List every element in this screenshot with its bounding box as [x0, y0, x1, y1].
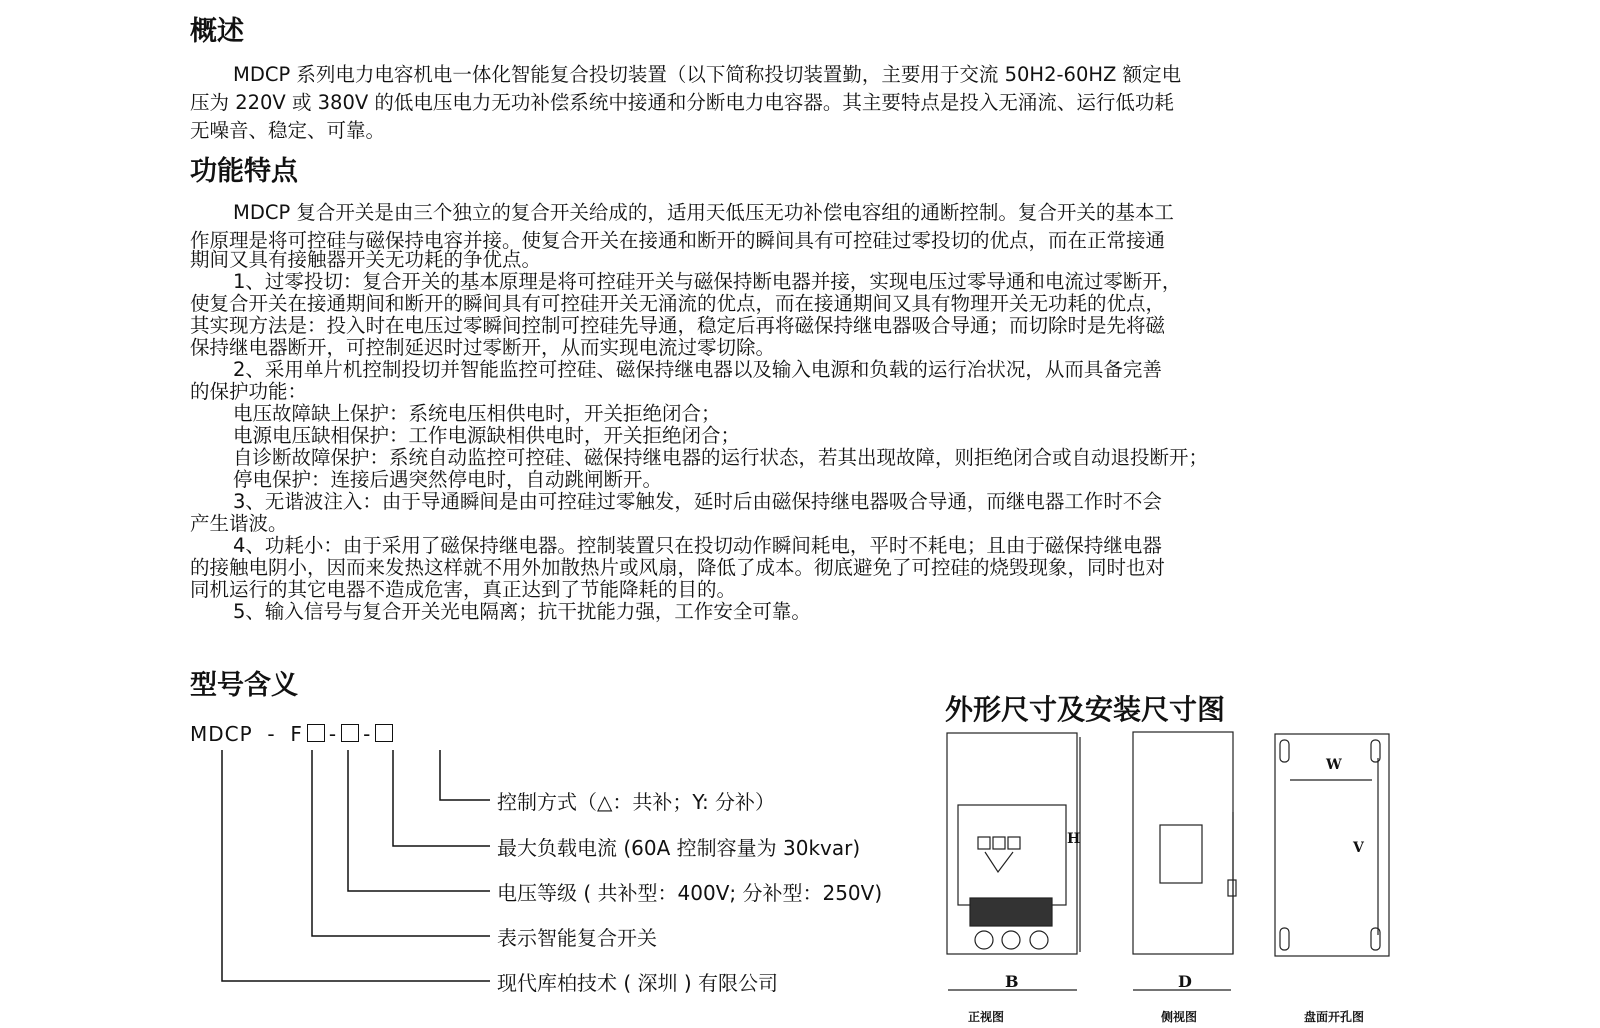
wiring-icon [985, 852, 1013, 872]
side-view-caption: 侧视图 [1161, 1010, 1198, 1024]
text-line: 压为 220V 或 380V 的低电压电力无功补偿系统中接通和分断电力电容器。其主要特点是投入无涌流、运行低功耗 [190, 91, 1174, 114]
text-line: 保持继电器断开，可控制延迟时过零断开，从而实现电流过零切除。 [190, 336, 776, 359]
text-line: 1、过零投切：复合开关的基本原理是将可控硅开关与磁保持断电器并接，实现电压过零导通和电流过零断开， [233, 270, 1182, 293]
vent-icon [1160, 825, 1202, 883]
model-desc-control: 控制方式（△：共补；Y: 分补） [497, 790, 776, 814]
model-desc-company: 现代库柏技术 ( 深圳 ) 有限公司 [497, 971, 779, 995]
text-line: 停电保护：连接后遇突然停电时，自动跳闸断开。 [233, 468, 663, 491]
front-view-caption: 正视图 [968, 1010, 1005, 1024]
model-heading: 型号含义 [190, 670, 298, 701]
text-line: 其实现方法是：投入时在电压过零瞬间控制可控硅先导通，稳定后再将磁保持继电器吸合导通；而切除时是先将磁 [190, 314, 1166, 337]
dimension-heading: 外形尺寸及安装尺寸图 [945, 693, 1226, 726]
text-line: 4、功耗小：由于采用了磁保持继电器。控制装置只在投切动作瞬间耗电，平时不耗电；且由于磁保持继电器 [233, 534, 1162, 557]
text-line: 使复合开关在接通期间和断开的瞬间具有可控硅开关无涌流的优点，而在接通期间又具有物理开关无功耗的优点， [190, 292, 1166, 315]
model-dash: - [267, 722, 276, 746]
screw-icon [1002, 931, 1020, 949]
terminal-icon [978, 837, 990, 849]
text-line: 自诊断故障保护：系统自动监控可控硅、磁保持继电器的运行状态，若其出现故障，则拒绝闭合或自动退投断开； [233, 446, 1209, 469]
model-f: F [290, 722, 303, 746]
text-line: 电源电压缺相保护：工作电源缺相供电时，开关拒绝闭合； [233, 424, 741, 447]
slot-icon [1280, 928, 1289, 950]
text-line: 产生谐波。 [190, 512, 288, 535]
model-dash: - [328, 722, 338, 746]
text-line: MDCP 复合开关是由三个独立的复合开关给成的，适用天低压无功补偿电容组的通断控制。复合开关的基本工 [233, 201, 1174, 224]
label-h: H [1067, 831, 1081, 847]
screw-icon [975, 931, 993, 949]
terminal-icon [1008, 837, 1020, 849]
model-desc-voltage: 电压等级 ( 共补型：400V; 分补型：250V) [497, 881, 883, 905]
text-line: 无噪音、稳定、可靠。 [190, 119, 386, 142]
label-b: B [1005, 972, 1019, 991]
terminal-icon [993, 837, 1005, 849]
text-line: MDCP 系列电力电容机电一体化智能复合投切装置（以下简称投切装置勤，主要用于交流 50H2-60HZ 额定电 [233, 63, 1182, 86]
model-prefix: MDCP [190, 722, 253, 746]
text-line: 的接触电阴小，因而来发热这样就不用外加散热片或风扇，降低了成本。彻底避免了可控硅的烧毁现象，同时也对 [190, 556, 1166, 579]
overview-heading: 概述 [190, 16, 244, 47]
model-desc-current: 最大负载电流 (60A 控制容量为 30kvar) [497, 836, 861, 860]
model-dash: - [363, 722, 372, 746]
text-line: 期间又具有接触器开关无功耗的争优点。 [190, 248, 542, 271]
front-panel-icon [958, 805, 1066, 905]
screw-icon [1030, 931, 1048, 949]
panel-view-caption: 盘面开孔图 [1304, 1010, 1365, 1024]
label-v: V [1353, 840, 1364, 856]
text-line: 2、采用单片机控制投切并智能监控可控硅、磁保持继电器以及输入电源和负载的运行冶状况，从而具备完善 [233, 358, 1162, 381]
clip-icon [1228, 880, 1236, 896]
side-view-outline [1133, 732, 1233, 954]
features-heading: 功能特点 [190, 156, 298, 187]
text-line: 电压故障缺上保护：系统电压相供电时，开关拒绝闭合； [233, 402, 721, 425]
text-line: 的保护功能： [190, 380, 308, 403]
text-line: 5、输入信号与复合开关光电隔离；抗干扰能力强，工作安全可靠。 [233, 600, 811, 623]
slot-icon [1371, 740, 1380, 762]
terminal-block-icon [970, 898, 1052, 926]
text-line: 3、无谐波注入：由于导通瞬间是由可控硅过零触发，延时后由磁保持继电器吸合导通，而继电器工作时不会 [233, 490, 1162, 513]
text-line: 作原理是将可控硅与磁保持电容并接。使复合开关在接通和断开的瞬间具有可控硅过零投切的优点，而在正常接通 [190, 229, 1166, 252]
slot-icon [1280, 740, 1289, 762]
model-desc-switch: 表示智能复合开关 [497, 926, 657, 950]
label-d: D [1178, 972, 1192, 991]
slot-icon [1371, 928, 1380, 950]
label-w: W [1326, 757, 1342, 773]
text-line: 同机运行的其它电器不造成危害，真正达到了节能降耗的目的。 [190, 578, 737, 601]
